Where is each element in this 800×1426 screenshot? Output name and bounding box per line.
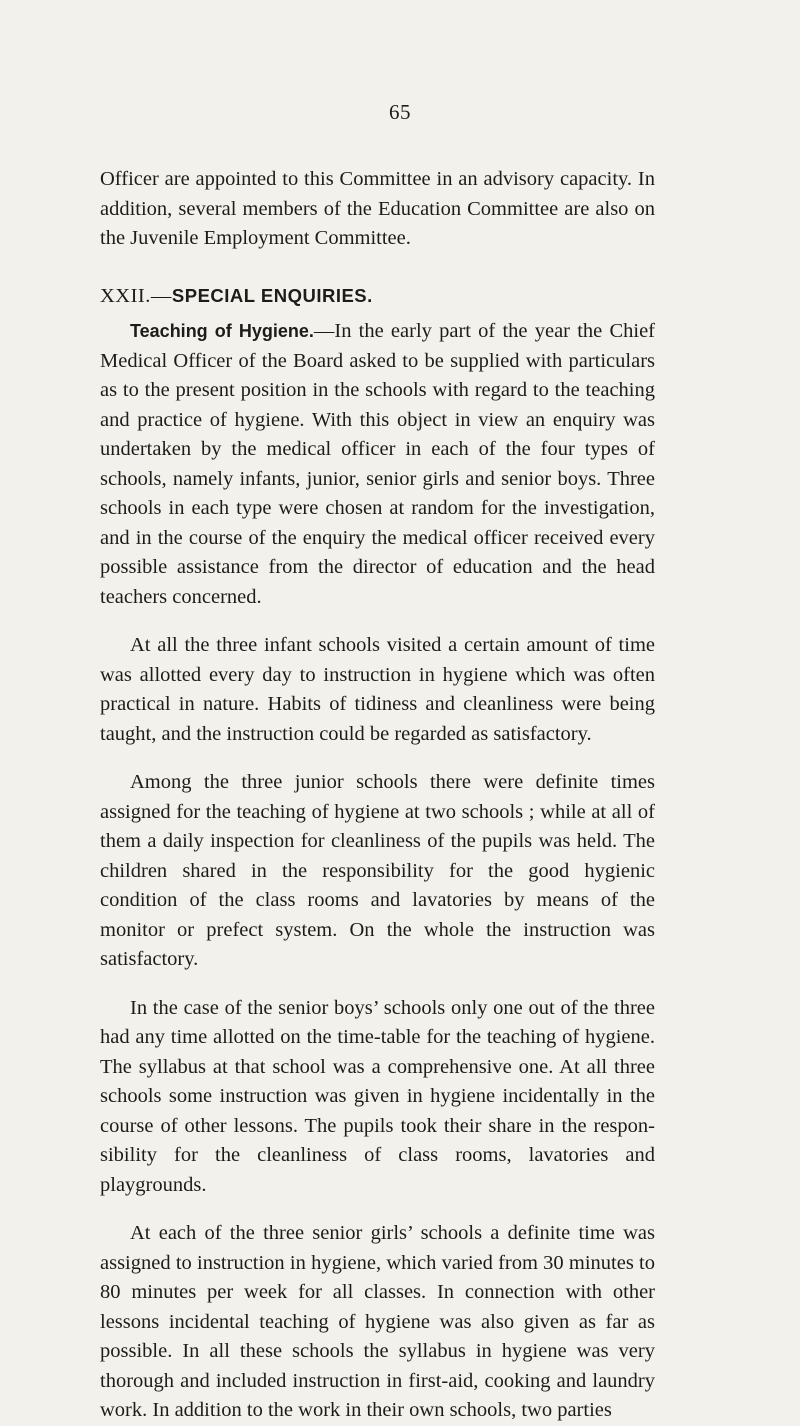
paragraph-senior-boys-schools: In the case of the senior boys’ schools only one out of the three had any time allotted on the time-table for the teaching of hygiene. The syllabus at that school was a comprehensive one. At all three schools some instruction was given in hygiene incidentally in the course of other lessons. The pupils took their share in the responsibility for the cleanliness of class rooms, lavatories and playgrounds. [100,996,655,1196]
subsection-paragraph [100,317,655,612]
section-numeral: XXII. [100,284,151,307]
section-heading [100,281,655,312]
section-title: SPECIAL ENQUIRIES. [171,284,373,306]
paragraph-junior-schools: Among the three junior schools there were definite times assigned for the teaching of hygiene at two schools ; while at all of them a daily inspection for cleanliness of the pupils was held. The children shared in the responsibility for the good hygienic condition of the class rooms and lavatories by means of the monitor or prefect system. On the whole the instruction was satisfactory. [100,771,655,970]
page-number: 65 [389,100,411,124]
subsection-heading: Teaching of Hygiene. [130,321,314,341]
subsection-dash: — [313,320,335,342]
subsection-text: In the early part of the year the Chief Medical Officer of the Board asked to be supplied with particulars as to the present position in the schools with regard to the teaching and practice of hygiene. With this object in view an enquiry was undertaken by the medical officer in each of the four types of schools, namely infants, junior, senior girls and senior boys. Three schools in each type were chosen at random for the investigation, and in the course of the enquiry the medical officer received every possible assistance from the director of education and the head teachers concerned. [100,320,655,608]
section-dash: — [150,284,172,307]
paragraph-infant-schools: At all the three infant schools visited a certain amount of time was allotted every day to instruction in hygiene which was often practical in nature. Habits of tidiness and cleanliness were being taught, and the instruction could be regarded as satisfactory. [100,634,655,745]
opening-paragraph: Officer are appointed to this Committee in an advisory capacity. In addition, several members of the Education Committee are also on the Juvenile Employment Committee. [100,168,655,249]
paragraph-senior-girls-schools: At each of the three senior girls’ schools a definite time was assigned to instruction in hygiene, which varied from 30 minutes to 80 minutes per week for all classes. In connection with other lessons incidental teaching of hygiene was also given as far as possible. In all these schools the syllabus in hygiene was very thorough and included instruction in first-aid, cooking and laundry work. In addition to the work in their own schools, two parties [100,1222,655,1421]
body-text [100,165,655,1426]
